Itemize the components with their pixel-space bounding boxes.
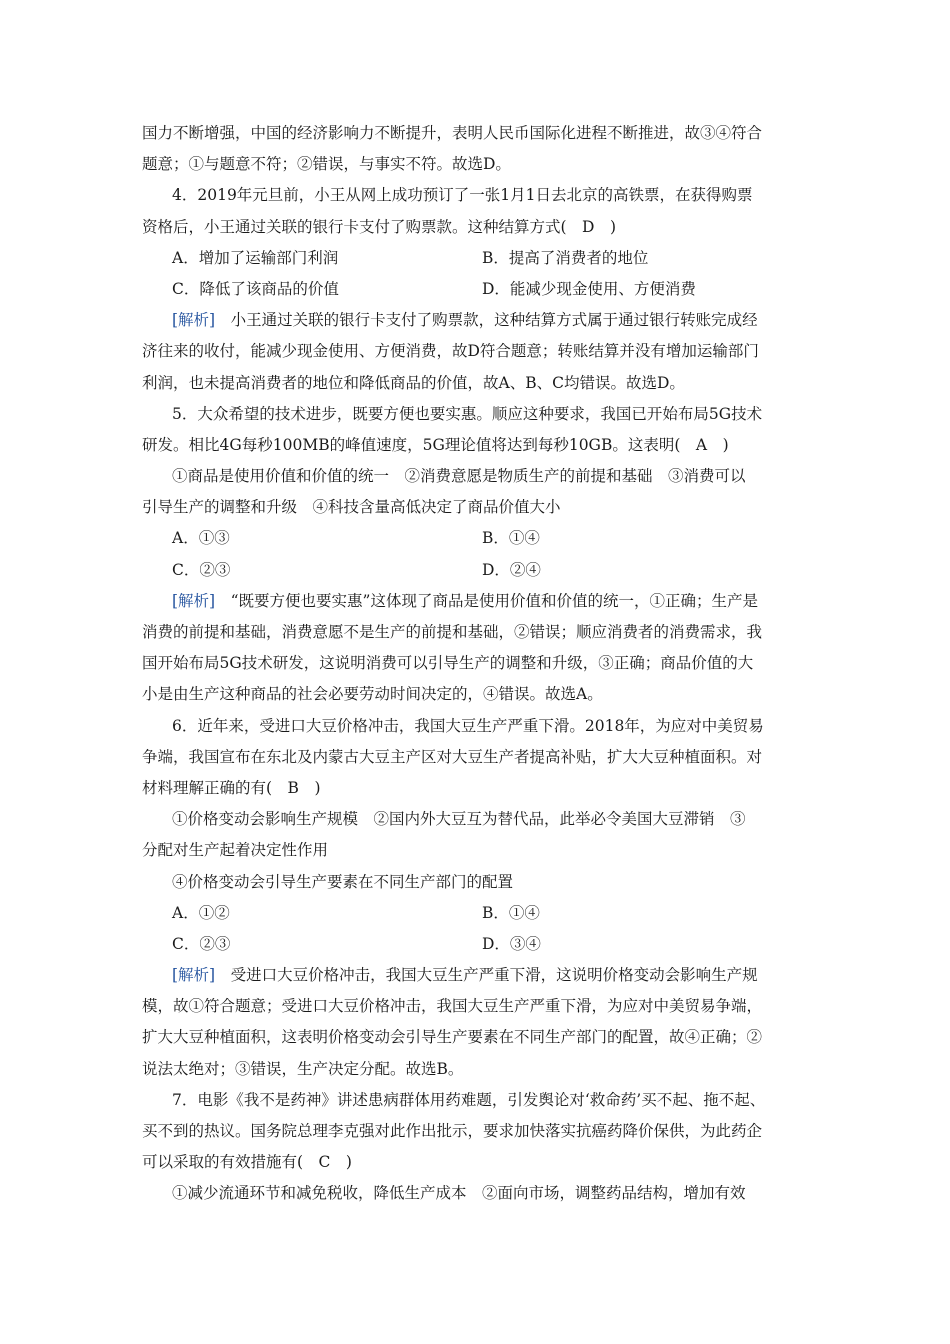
question-5-statements: ①商品是使用价值和价值的统一 ②消费意愿是物质生产的前提和基础 ③消费可以 (172, 467, 746, 486)
question-4-options-row (142, 274, 810, 305)
analysis-line: 小是由生产这种商品的社会必要劳动时间决定的，④错误。故选A。 (142, 685, 603, 704)
question-7-line: 7．电影《我不是药神》讲述患病群体用药难题，引发舆论对‘救命药’买不起、拖不起、 (172, 1090, 766, 1109)
paragraph-line: 题意；①与题意不符；②错误，与事实不符。故选D。 (142, 155, 511, 174)
option-c: C．降低了该商品的价值 (172, 279, 339, 298)
analysis-tag: [解析] (172, 591, 216, 610)
analysis-line: [解析] 受进口大豆价格冲击，我国大豆生产严重下滑，这说明价格变动会影响生产规 (172, 966, 758, 985)
analysis-tag: [解析] (172, 311, 216, 330)
question-5-line: 5．大众希望的技术进步，既要方便也要实惠。顺应这种要求，我国已开始布局5G技术 (172, 404, 763, 423)
question-5-options-row (142, 523, 810, 554)
option-b: B．①④ (482, 903, 540, 922)
option-d: D．能减少现金使用、方便消费 (482, 279, 696, 298)
analysis-line: [解析] 小王通过关联的银行卡支付了购票款，这种结算方式属于通过银行转账完成经 (172, 311, 758, 330)
option-d: D．③④ (482, 934, 541, 953)
analysis-line: 利润，也未提高消费者的地位和降低商品的价值，故A、B、C均错误。故选D。 (142, 373, 685, 392)
question-7-line: 可以采取的有效措施有( C ) (142, 1153, 352, 1172)
option-a: A．①② (172, 903, 230, 922)
option-a: A．①③ (172, 529, 230, 548)
question-6-options-row (142, 898, 810, 929)
question-6-statements: 分配对生产起着决定性作用 (142, 841, 329, 860)
analysis-line: 济往来的收付，能减少现金使用、方便消费，故D符合题意；转账结算并没有增加运输部门 (142, 342, 759, 361)
question-7-statements: ①减少流通环节和减免税收，降低生产成本 ②面向市场，调整药品结构，增加有效 (172, 1184, 746, 1203)
option-b: B．①④ (482, 529, 540, 548)
analysis-line: 国开始布局5G技术研发，这说明消费可以引导生产的调整和升级，③正确；商品价值的大 (142, 654, 754, 673)
option-c: C．②③ (172, 934, 231, 953)
question-7-line: 买不到的热议。国务院总理李克强对此作出批示，要求加快落实抗癌药降价保供，为此药企 (142, 1122, 763, 1140)
analysis-line: 模，故①符合题意；受进口大豆价格冲击，我国大豆生产严重下滑，为应对中美贸易争端， (142, 997, 763, 1016)
question-4-options-row (142, 243, 810, 274)
question-6-statements: ①价格变动会影响生产规模 ②国内外大豆互为替代品，此举必令美国大豆滞销 ③ (172, 810, 746, 829)
analysis-line: [解析] “既要方便也要实惠”这体现了商品是使用价值和价值的统一，①正确；生产是 (172, 591, 758, 610)
analysis-line: 说法太绝对；③错误，生产决定分配。故选B。 (142, 1059, 464, 1078)
analysis-tag: [解析] (172, 966, 216, 985)
question-6-statements: ④价格变动会引导生产要素在不同生产部门的配置 (172, 872, 514, 891)
question-6-line: 争端，我国宣布在东北及内蒙古大豆主产区对大豆生产者提高补贴，扩大大豆种植面积。对 (142, 747, 763, 766)
question-6-line: 6．近年来，受进口大豆价格冲击，我国大豆生产严重下滑。2018年，为应对中美贸易 (172, 716, 764, 735)
question-4-line: 4．2019年元旦前，小王从网上成功预订了一张1月1日去北京的高铁票，在获得购票 (172, 186, 753, 205)
document-page (142, 118, 810, 1210)
option-d: D．②④ (482, 560, 541, 579)
analysis-line: 消费的前提和基础，消费意愿不是生产的前提和基础，②错误；顺应消费者的消费需求，我 (142, 623, 763, 641)
question-4-line: 资格后，小王通过关联的银行卡支付了购票款。这种结算方式( D ) (142, 217, 617, 236)
paragraph-line: 国力不断增强，中国的经济影响力不断提升，表明人民币国际化进程不断推进，故③④符合 (142, 124, 763, 142)
question-6-options-row (142, 929, 810, 960)
question-6-line: 材料理解正确的有( B ) (142, 778, 321, 797)
question-5-line: 研发。相比4G每秒100MB的峰值速度，5G理论值将达到每秒10GB。这表明( A ) (142, 435, 729, 454)
question-5-statements: 引导生产的调整和升级 ④科技含量高低决定了商品价值大小 (142, 498, 561, 517)
option-a: A．增加了运输部门利润 (172, 248, 339, 267)
question-5-options-row (142, 555, 810, 586)
option-b: B．提高了消费者的地位 (482, 248, 649, 267)
analysis-line: 扩大大豆种植面积，这表明价格变动会引导生产要素在不同生产部门的配置，故④正确；② (142, 1028, 763, 1047)
option-c: C．②③ (172, 560, 231, 579)
